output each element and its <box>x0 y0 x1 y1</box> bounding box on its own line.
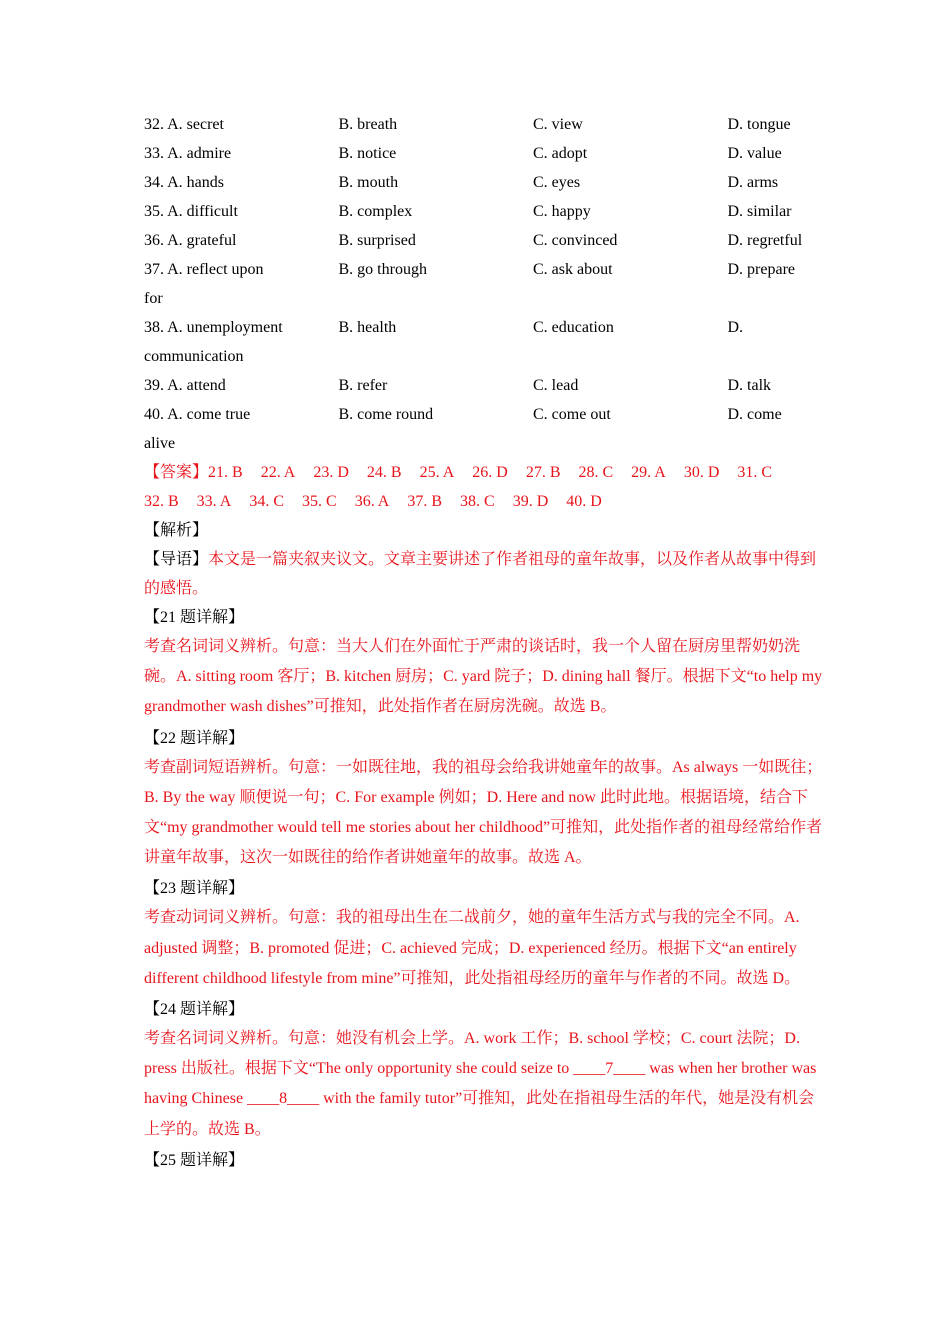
answer-key <box>144 458 824 516</box>
detail-text: 考查动词词义辨析。句意：我的祖母出生在二战前夕，她的童年生活方式与我的完全不同。A. adjusted 调整；B. promoted 促进；C. achieved 完成；D. experienced 经历。根据下文“an entirely different childhood lifestyle from mine”可推知，此处指祖母经历的童年与作者的不同。故选 D。 <box>144 909 801 987</box>
question-options <box>144 110 824 458</box>
option-b: B. notice <box>338 145 397 162</box>
document-page <box>144 110 824 1175</box>
option-d: D. tongue <box>727 116 791 133</box>
detail-section <box>144 724 824 874</box>
answer-item: 34. C <box>249 493 285 510</box>
question-row <box>144 139 824 168</box>
option-d: D. <box>727 319 744 336</box>
option-a: 37. A. reflect upon <box>144 261 264 278</box>
answer-item: 40. D <box>566 493 602 510</box>
option-wrap-text: for <box>144 290 163 307</box>
answer-item: 39. D <box>512 493 549 510</box>
answer-item: 27. B <box>525 464 561 481</box>
question-row <box>144 313 824 342</box>
option-a: 32. A. secret <box>144 116 224 133</box>
answer-item: 37. B <box>407 493 443 510</box>
analysis-heading: 【解析】 <box>144 522 209 539</box>
option-a: 40. A. come true <box>144 406 251 423</box>
detail-heading: 【24 题详解】 <box>144 1001 245 1019</box>
option-a: 35. A. difficult <box>144 203 238 220</box>
option-d: D. similar <box>727 203 792 220</box>
detail-section <box>144 1146 824 1175</box>
guide-label: 【导语】 <box>144 551 209 568</box>
answer-item: 30. D <box>683 464 720 481</box>
detail-section <box>144 603 824 723</box>
option-c: C. eyes <box>533 174 581 191</box>
answer-label: 【答案】 <box>144 464 209 481</box>
option-d: D. value <box>727 145 782 162</box>
option-a: 38. A. unemployment <box>144 319 283 336</box>
option-b: B. surprised <box>338 232 416 249</box>
option-c: C. ask about <box>533 261 613 278</box>
answer-item: 21. B <box>208 464 243 481</box>
option-a: 34. A. hands <box>144 174 224 191</box>
option-d: D. regretful <box>727 232 803 249</box>
option-a: 39. A. attend <box>144 377 226 394</box>
question-row <box>144 110 824 139</box>
answer-line-1 <box>144 458 824 487</box>
option-b: B. complex <box>338 203 413 220</box>
detail-text: 考查副词短语辨析。句意：一如既往地，我的祖母会给我讲她童年的故事。As always 一如既往；B. By the way 顺便说一句；C. For example 例如；D. Here and now 此时此地。根据语境，结合下文“my grandmother would tell me stories about her childhood”可推知，此处指作者的祖母经常给作者讲童年故事，这次一如既往的给作者讲她童年的故事。故选 A。 <box>144 758 823 867</box>
option-c: C. view <box>533 116 583 133</box>
option-a: 36. A. grateful <box>144 232 237 249</box>
answer-item: 32. B <box>144 493 179 510</box>
answer-item: 38. C <box>460 493 495 510</box>
option-b: B. come round <box>338 406 434 423</box>
option-d: D. talk <box>727 377 772 394</box>
detail-text: 考查名词词义辨析。句意：她没有机会上学。A. work 工作；B. school 学校；C. court 法院；D. press 出版社。根据下文“The only opportunity she could seize to ____7____ was when her brother was having Chinese ____8____ with the family tutor”可推知，此处在指祖母生活的年代，她是没有机会上学的。故选 B。 <box>144 1030 817 1138</box>
option-d: D. prepare <box>727 261 796 278</box>
question-row <box>144 226 824 255</box>
option-c: C. happy <box>533 203 591 220</box>
answer-item: 35. C <box>302 493 337 510</box>
option-b: B. health <box>338 319 397 336</box>
detail-heading: 【21 题详解】 <box>144 609 245 626</box>
question-row <box>144 197 824 226</box>
option-d: D. come <box>727 406 782 423</box>
question-row <box>144 400 824 429</box>
detail-text: 考查名词词义辨析。句意：当大人们在外面忙于严肃的谈话时，我一个人留在厨房里帮奶奶洗碗。A. sitting room 客厅；B. kitchen 厨房；C. yard 院子；D. dining hall 餐厅。根据下文“to help my grandmother wash dishes”可推知，此处指作者在厨房洗碗。故选 B。 <box>144 638 823 716</box>
answer-item: 24. B <box>366 464 402 481</box>
answer-item: 33. A <box>196 493 232 510</box>
answer-item: 31. C <box>737 464 773 481</box>
detail-section <box>144 995 824 1145</box>
option-b: B. go through <box>338 261 427 278</box>
option-b: B. breath <box>338 116 398 133</box>
option-wrap-text: communication <box>144 348 244 365</box>
detail-heading: 【23 题详解】 <box>144 880 245 898</box>
option-c: C. adopt <box>533 145 588 162</box>
option-b: B. refer <box>338 377 388 394</box>
guide-paragraph <box>144 545 824 603</box>
detail-heading: 【25 题详解】 <box>144 1151 245 1169</box>
guide-text: 本文是一篇夹叙夹议文。文章主要讲述了作者祖母的童年故事，以及作者从故事中得到的感悟。 <box>144 551 817 597</box>
option-d: D. arms <box>727 174 779 191</box>
option-a: 33. A. admire <box>144 145 232 162</box>
question-row <box>144 255 824 284</box>
answer-item: 28. C <box>578 464 614 481</box>
answer-item: 22. A <box>260 464 296 481</box>
option-wrap-text: alive <box>144 435 176 452</box>
question-row <box>144 371 824 400</box>
option-b: B. mouth <box>338 174 399 191</box>
answer-item: 23. D <box>313 464 349 481</box>
option-c: C. lead <box>533 377 579 394</box>
answer-item: 25. A <box>419 464 455 481</box>
option-c: C. come out <box>533 406 611 423</box>
question-row <box>144 168 824 197</box>
option-c: C. convinced <box>533 232 618 249</box>
detail-section <box>144 874 824 994</box>
answer-item: 29. A <box>631 464 666 481</box>
answer-item: 36. A <box>354 493 390 510</box>
detail-heading: 【22 题详解】 <box>144 729 245 747</box>
answer-line-2 <box>144 487 824 516</box>
option-c: C. education <box>533 319 614 336</box>
answer-item: 26. D <box>472 464 508 481</box>
